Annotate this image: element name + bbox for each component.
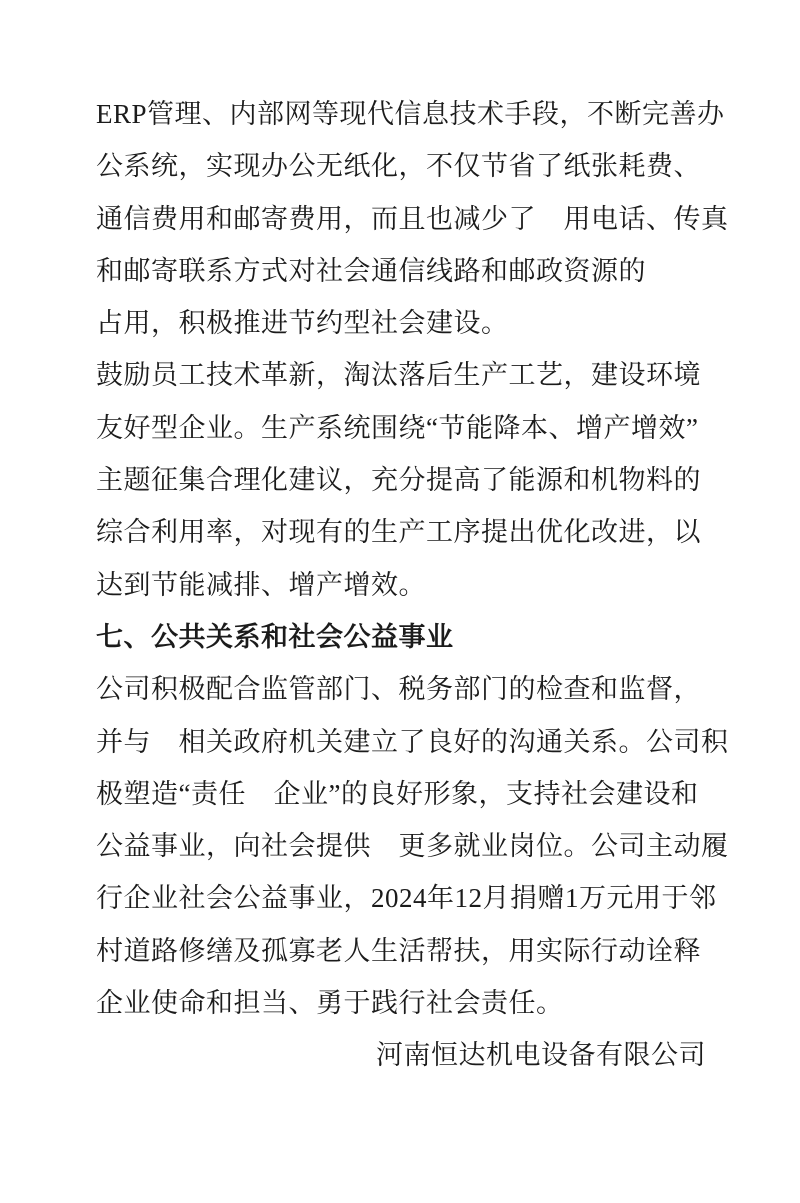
text-line: 达到节能减排、增产增效。 [96, 569, 426, 600]
section-heading: 七、公共关系和社会公益事业 [96, 621, 454, 652]
text-line: 村道路修缮及孤寡老人生活帮扶，用实际行动诠释 [96, 935, 701, 966]
text-line: 友好型企业。生产系统围绕“节能降本、增产增效” [96, 412, 699, 443]
text-line: 公益事业，向社会提供 更多就业岗位。公司主动履 [96, 831, 729, 862]
text-line: 主题征集合理化建议，充分提高了能源和机物料的 [96, 465, 701, 496]
paragraph-technical-innovation [96, 349, 712, 610]
paragraph-public-relations [96, 663, 729, 1029]
text-line: 极塑造“责任 企业”的良好形象，支持社会建设和 [96, 778, 699, 809]
text-line: 企业使命和担当、勇于践行社会责任。 [96, 988, 564, 1019]
text-block [96, 88, 729, 1082]
signature-line: 河南恒达机电设备有限公司 [376, 1040, 706, 1071]
paragraph-office-informatization [96, 88, 729, 349]
text-line: 公系统，实现办公无纸化，不仅节省了纸张耗费、 [96, 151, 701, 182]
text-line: 通信费用和邮寄费用，而且也减少了 用电话、传真 [96, 203, 729, 234]
text-line: 行企业社会公益事业，2024年12月捐赠1万元用于邻 [96, 883, 717, 914]
text-line: 占用，积极推进节约型社会建设。 [96, 308, 509, 339]
text-line: 综合利用率，对现有的生产工序提出优化改进，以 [96, 517, 701, 548]
text-line: 公司积极配合监管部门、税务部门的检查和监督， [96, 674, 701, 705]
text-line: 鼓励员工技术革新，淘汰落后生产工艺，建设环境 [96, 360, 701, 391]
text-line: ERP管理、内部网等现代信息技术手段，不断完善办 [96, 99, 725, 129]
text-line: 并与 相关政府机关建立了良好的沟通关系。公司积 [96, 726, 729, 757]
text-line: 和邮寄联系方式对社会通信线路和邮政资源的 [96, 255, 646, 286]
